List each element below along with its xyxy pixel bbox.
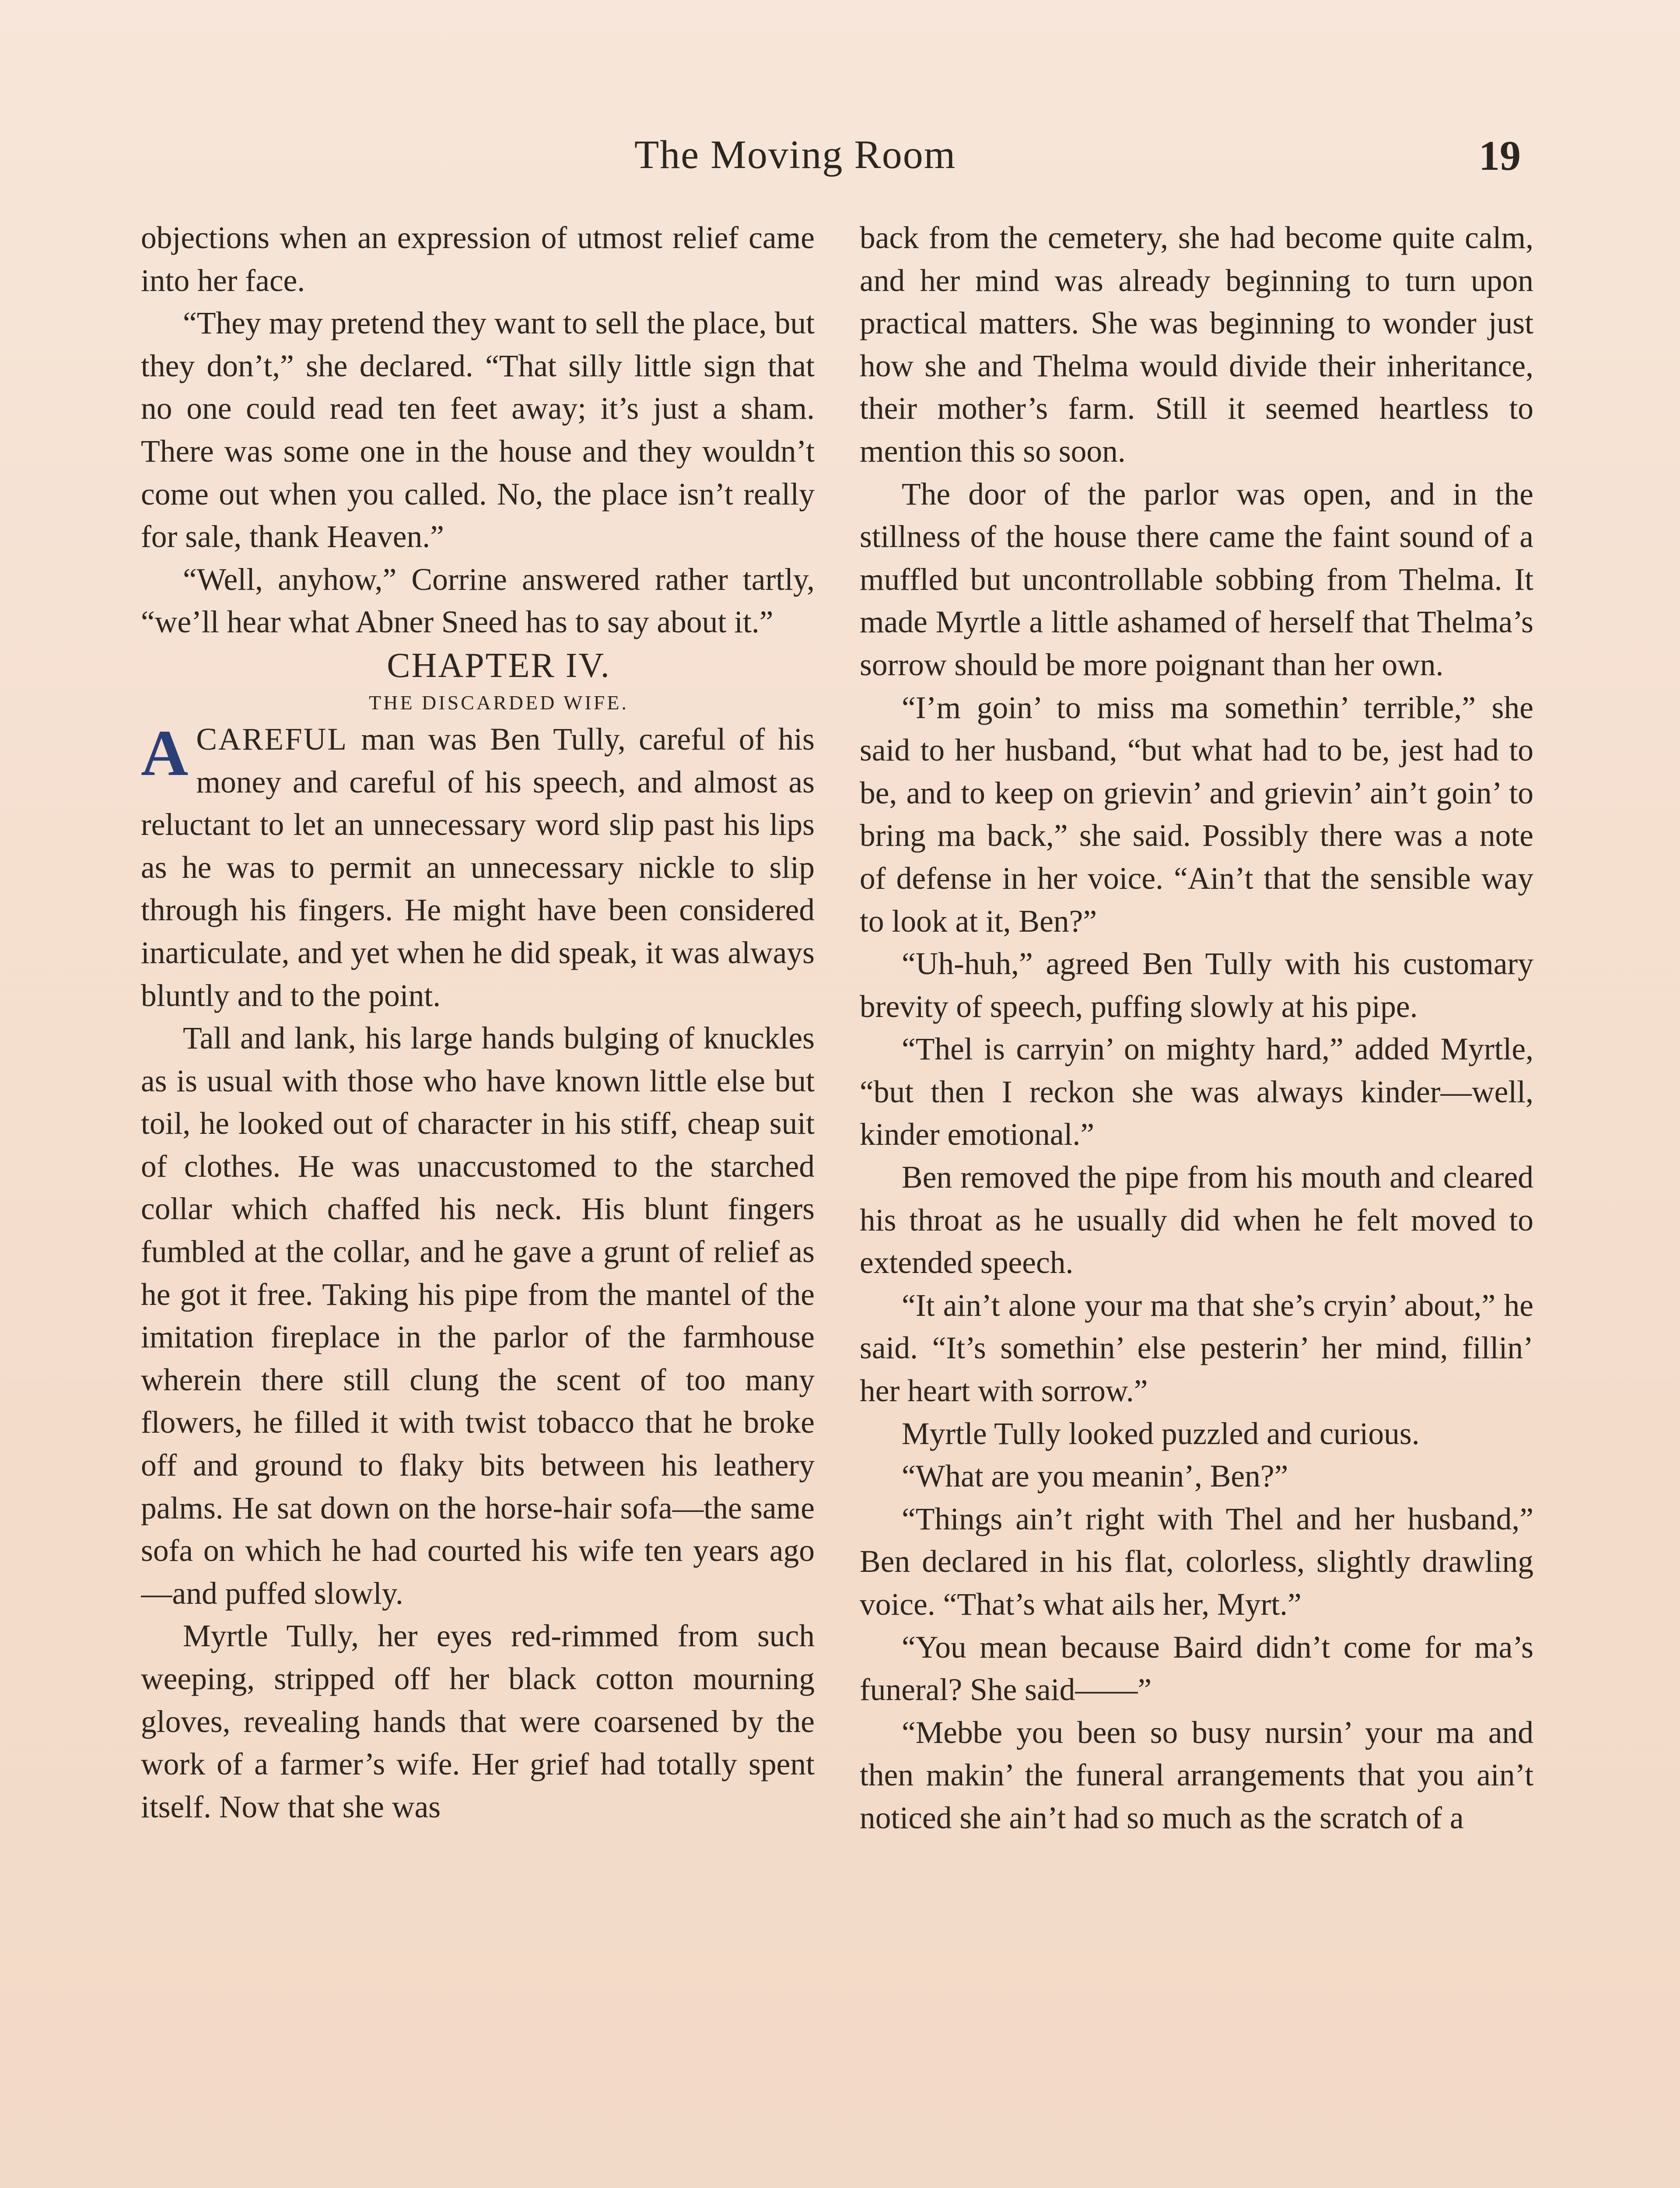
paragraph: “Uh-huh,” agreed Ben Tully with his customary brevity of speech, puffing slowly at his pipe. <box>860 947 1533 1024</box>
running-title: The Moving Room <box>634 132 956 177</box>
paragraph: “I’m goin’ to miss ma somethin’ terrible,” she said to her husband, “but what had to be, jest had to be, and to keep on grievin’ and grievin’ ain’t goin’ to bring ma back,” she said. Possibly there was a note of defense in her voice. “Ain’t that the sensible way to look at it, Ben?” <box>860 690 1533 939</box>
chapter-subtitle: THE DISCARDED WIFE. <box>369 691 629 714</box>
paragraph: The door of the parlor was open, and in the stillness of the house there came the faint sound of a muffled but uncontrollable sobbing from Thelma. It made Myrtle a little ashamed of herself that Thelma’s sorrow should be more poignant than her own. <box>860 477 1533 682</box>
chapter-heading: CHAPTER IV. <box>387 646 611 685</box>
opening-paragraph <box>141 718 815 1017</box>
paragraph: Ben removed the pipe from his mouth and cleared his throat as he usually did when he felt moved to extended speech. <box>860 1160 1533 1280</box>
drop-cap: A <box>141 716 189 789</box>
opening-first-word: CAREFUL <box>196 722 348 757</box>
paragraph: “Mebbe you been so busy nursin’ your ma and then makin’ the funeral arrangements that you ain’t noticed she ain’t had so much as the scratch of a <box>860 1715 1533 1835</box>
paragraph: “What are you meanin’, Ben?” <box>902 1459 1288 1494</box>
paragraph: Tall and lank, his large hands bulging of knuckles as is usual with those who have known little else but toil, he looked out of character in his stiff, cheap suit of clothes. He was unaccustomed to the starched collar which chaffed his neck. His blunt fingers fumbled at the collar, and he gave a grunt of relief as he got it free. Taking his pipe from the mantel of the imitation fireplace in the parlor of the farmhouse wherein there still clung the scent of too many flowers, he filled it with twist tobacco that he broke off and ground to flaky bits between his leathery palms. He sat down on the horse-hair sofa—the same sofa on which he had courted his wife ten years ago—and puffed slowly. <box>141 1021 815 1611</box>
paragraph: Myrtle Tully looked puzzled and curious. <box>902 1416 1420 1451</box>
page-number: 19 <box>1479 132 1521 179</box>
paragraph: “It ain’t alone your ma that she’s cryin’ about,” he said. “It’s somethin’ else pesterin’ her mind, fillin’ her heart with sorrow.” <box>860 1288 1533 1409</box>
running-head <box>0 131 1680 193</box>
paragraph: “You mean because Baird didn’t come for ma’s funeral? She said——” <box>860 1630 1533 1708</box>
left-column <box>141 217 815 2188</box>
paragraph-continuation: back from the cemetery, she had become quite calm, and her mind was already beginning to turn upon practical matters. She was beginning to wonder just how she and Thelma would divide their inheritance, their mother’s farm. Still it seemed heartless to mention this so soon. <box>860 221 1533 469</box>
opening-text: man was Ben Tully, careful of his money and careful of his speech, and almost as reluctant to let an unnecessary word slip past his lips as he was to permit an unnecessary nickle to slip through his fingers. He might have been considered inarticulate, and yet when he did speak, it was always bluntly and to the point. <box>141 722 815 1013</box>
paragraph: Myrtle Tully, her eyes red-rimmed from such weeping, stripped off her black cotton mourning gloves, revealing hands that were coarsened by the work of a farmer’s wife. Her grief had totally spent itself. Now that she was <box>141 1619 815 1824</box>
right-column <box>860 217 1533 2188</box>
paragraph: “Thel is carryin’ on mighty hard,” added Myrtle, “but then I reckon she was always kinder—well, kinder emotional.” <box>860 1032 1533 1152</box>
paragraph: “Things ain’t right with Thel and her husband,” Ben declared in his flat, colorless, slightly drawling voice. “That’s what ails her, Myrt.” <box>860 1501 1533 1622</box>
paragraph: objections when an expression of utmost relief came into her face. <box>141 221 815 298</box>
paragraph: “Well, anyhow,” Corrine answered rather tartly, “we’ll hear what Abner Sneed has to say about it.” <box>141 562 815 640</box>
paragraph: “They may pretend they want to sell the place, but they don’t,” she declared. “That silly little sign that no one could read ten feet away; it’s just a sham. There was some one in the house and they wouldn’t come out when you called. No, the place isn’t really for sale, thank Heaven.” <box>141 306 815 554</box>
